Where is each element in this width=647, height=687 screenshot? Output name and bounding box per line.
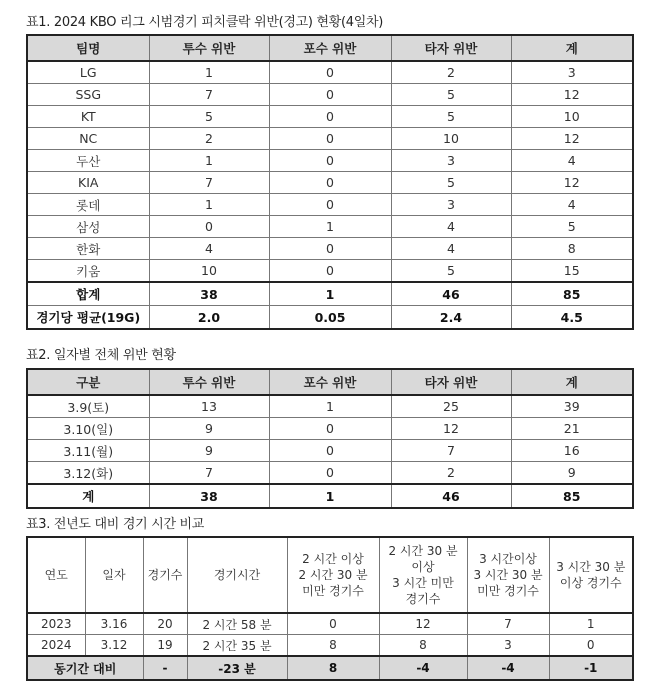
- table2-cell: 13: [149, 395, 269, 418]
- table2-cell: 0: [269, 418, 391, 440]
- table2-row: [27, 462, 633, 485]
- table1-cell: 5: [149, 106, 269, 128]
- table3-header-line: 3 시간이상: [479, 552, 537, 566]
- table2-header-row: [27, 369, 633, 395]
- table3-header-line: 2 시간 30 분: [298, 568, 368, 582]
- table2-header-cell: 타자 위반: [391, 369, 511, 395]
- table1-cell: 12: [511, 172, 633, 194]
- table1-cell: 4: [391, 238, 511, 260]
- table2-total-cell: 계: [27, 484, 149, 508]
- table1-cell: 4: [391, 216, 511, 238]
- table1-cell: 5: [511, 216, 633, 238]
- table1-row: [27, 106, 633, 128]
- table2-header-cell: 포수 위반: [269, 369, 391, 395]
- table3-header-line: 2 시간 이상: [302, 552, 364, 566]
- table3-cell: 3.12: [85, 635, 143, 657]
- table2-cell: 0: [269, 440, 391, 462]
- table3-cell: 1: [549, 613, 633, 635]
- table3-header-line: 경기수: [147, 568, 183, 582]
- table3-header-line: 연도: [44, 568, 68, 582]
- table1-cell: 8: [511, 238, 633, 260]
- table3-cell: 8: [287, 635, 379, 657]
- table3-cell: 12: [379, 613, 467, 635]
- table1-cell: 5: [391, 172, 511, 194]
- table1-cell: 0: [269, 84, 391, 106]
- table3-row: [27, 635, 633, 657]
- table2-cell: 12: [391, 418, 511, 440]
- table2-row: [27, 440, 633, 462]
- table3-header-line: 이상 경기수: [559, 576, 622, 590]
- table1-cell: 5: [391, 84, 511, 106]
- table3-header-cell: [549, 537, 633, 613]
- table3-total-cell: -23 분: [187, 656, 287, 680]
- table3-header-line: 3 시간 미만: [392, 576, 454, 590]
- table1-row: [27, 128, 633, 150]
- table2-cell: 1: [269, 395, 391, 418]
- table3-total-cell: -4: [467, 656, 549, 680]
- table3-header-line: 미만 경기수: [302, 584, 364, 598]
- table1-cell: 1: [149, 61, 269, 84]
- table2-cell: 0: [269, 462, 391, 485]
- table1-average-cell: 4.5: [511, 306, 633, 330]
- table3-header-line: 일자: [102, 568, 126, 582]
- table3-header-cell: [379, 537, 467, 613]
- table1-cell: KIA: [27, 172, 149, 194]
- table1-cell: 10: [511, 106, 633, 128]
- table1-cell: 키움: [27, 260, 149, 283]
- table1-cell: 롯데: [27, 194, 149, 216]
- table3-cell: 20: [143, 613, 187, 635]
- table3-body: [27, 613, 633, 680]
- table2-cell: 3.11(월): [27, 440, 149, 462]
- table1-row: [27, 84, 633, 106]
- table1-cell: 0: [269, 238, 391, 260]
- table2-row: [27, 418, 633, 440]
- table1-cell: 2: [149, 128, 269, 150]
- table1-header-cell: 포수 위반: [269, 35, 391, 61]
- table3-cell: 8: [379, 635, 467, 657]
- table2-total-cell: 1: [269, 484, 391, 508]
- table2-cell: 7: [391, 440, 511, 462]
- table1-cell: 3: [391, 150, 511, 172]
- table3-header-cell: [287, 537, 379, 613]
- table2-cell: 3.9(토): [27, 395, 149, 418]
- table1-cell: NC: [27, 128, 149, 150]
- table1-total-cell: 46: [391, 282, 511, 306]
- table2-total-cell: 46: [391, 484, 511, 508]
- table3-cell: 3: [467, 635, 549, 657]
- table1-cell: 3: [511, 61, 633, 84]
- table3-header-line: 이상: [411, 560, 435, 574]
- table2-cell: 25: [391, 395, 511, 418]
- table1-cell: 10: [391, 128, 511, 150]
- table3-total-cell: 8: [287, 656, 379, 680]
- table3-cell: 0: [549, 635, 633, 657]
- table2-header-cell: 계: [511, 369, 633, 395]
- table1-cell: 0: [269, 172, 391, 194]
- table2-cell: 21: [511, 418, 633, 440]
- table1-header-row: [27, 35, 633, 61]
- table1-cell: 0: [269, 128, 391, 150]
- table1-average-cell: 2.0: [149, 306, 269, 330]
- table2-cell: 16: [511, 440, 633, 462]
- table1-row: [27, 260, 633, 283]
- table2-total-row: [27, 484, 633, 508]
- table1-cell: 0: [269, 150, 391, 172]
- table1-header-cell: 투수 위반: [149, 35, 269, 61]
- table2-total-cell: 38: [149, 484, 269, 508]
- table1-cell: 15: [511, 260, 633, 283]
- table1-cell: 두산: [27, 150, 149, 172]
- table1-cell: 7: [149, 172, 269, 194]
- table3-caption: 표3. 전년도 대비 경기 시간 비교: [26, 517, 205, 532]
- table3-total-cell: -: [143, 656, 187, 680]
- table3-total-cell: -4: [379, 656, 467, 680]
- table3-cell: 3.16: [85, 613, 143, 635]
- table1-average-cell: 경기당 평균(19G): [27, 306, 149, 330]
- table2-row: [27, 395, 633, 418]
- table1-total-row: [27, 282, 633, 306]
- table1-average-cell: 0.05: [269, 306, 391, 330]
- table3: [26, 536, 634, 681]
- table2-cell: 3.12(화): [27, 462, 149, 485]
- table1-total-cell: 합계: [27, 282, 149, 306]
- table1-row: [27, 194, 633, 216]
- table2-cell: 39: [511, 395, 633, 418]
- table1-cell: 1: [269, 216, 391, 238]
- table1-header-cell: 팀명: [27, 35, 149, 61]
- table1-cell: 0: [269, 194, 391, 216]
- table2-cell: 3.10(일): [27, 418, 149, 440]
- table2-caption: 표2. 일자별 전체 위반 현황: [26, 348, 176, 363]
- table1-header-cell: 타자 위반: [391, 35, 511, 61]
- table1-cell: 4: [511, 194, 633, 216]
- table1-cell: 한화: [27, 238, 149, 260]
- table3-cell: 7: [467, 613, 549, 635]
- table2-body: [27, 395, 633, 508]
- table2-header-cell: 구분: [27, 369, 149, 395]
- table1-cell: 12: [511, 84, 633, 106]
- table1-body: [27, 61, 633, 329]
- table3-total-cell: 동기간 대비: [27, 656, 143, 680]
- table1-cell: 3: [391, 194, 511, 216]
- table3-header-cell: [27, 537, 85, 613]
- table1-total-cell: 38: [149, 282, 269, 306]
- table1-cell: 4: [149, 238, 269, 260]
- table2-cell: 7: [149, 462, 269, 485]
- table3-header-cell: [467, 537, 549, 613]
- table2-cell: 9: [149, 418, 269, 440]
- table1-row: [27, 238, 633, 260]
- table3-cell: 19: [143, 635, 187, 657]
- table3-header-line: 경기시간: [213, 568, 261, 582]
- table3-header-line: 3 시간 30 분: [473, 568, 543, 582]
- table1-cell: 7: [149, 84, 269, 106]
- table3-total-row: [27, 656, 633, 680]
- table1-cell: 5: [391, 106, 511, 128]
- table1-cell: 5: [391, 260, 511, 283]
- table1-row: [27, 216, 633, 238]
- table3-total-cell: -1: [549, 656, 633, 680]
- table3-cell: 2 시간 35 분: [187, 635, 287, 657]
- table3-cell: 2 시간 58 분: [187, 613, 287, 635]
- table3-cell: 2023: [27, 613, 85, 635]
- table3-header-line: 2 시간 30 분: [388, 544, 458, 558]
- table3-cell: 0: [287, 613, 379, 635]
- table1: [26, 34, 634, 330]
- table3-row: [27, 613, 633, 635]
- table1-cell: 1: [149, 194, 269, 216]
- table3-header-cell: [143, 537, 187, 613]
- table1-cell: LG: [27, 61, 149, 84]
- table1-cell: 10: [149, 260, 269, 283]
- table1-cell: SSG: [27, 84, 149, 106]
- table1-cell: 0: [269, 61, 391, 84]
- table1-cell: 0: [149, 216, 269, 238]
- table1-average-row: [27, 306, 633, 330]
- table3-header-row: [27, 537, 633, 613]
- table3-cell: 2024: [27, 635, 85, 657]
- table2: [26, 368, 634, 509]
- table3-header-line: 미만 경기수: [477, 584, 539, 598]
- table2-total-cell: 85: [511, 484, 633, 508]
- table1-row: [27, 150, 633, 172]
- table1-cell: 2: [391, 61, 511, 84]
- table1-total-cell: 85: [511, 282, 633, 306]
- table1-header-cell: 계: [511, 35, 633, 61]
- table2-cell: 9: [511, 462, 633, 485]
- table3-header-cell: [85, 537, 143, 613]
- table1-cell: 4: [511, 150, 633, 172]
- table2-cell: 9: [149, 440, 269, 462]
- table3-header-cell: [187, 537, 287, 613]
- table3-header-line: 3 시간 30 분: [556, 560, 626, 574]
- table1-cell: 1: [149, 150, 269, 172]
- table1-caption: 표1. 2024 KBO 리그 시범경기 피치클락 위반(경고) 현황(4일차): [26, 15, 384, 30]
- table2-cell: 2: [391, 462, 511, 485]
- table3-header-line: 경기수: [405, 592, 441, 606]
- table1-cell: 삼성: [27, 216, 149, 238]
- table1-cell: KT: [27, 106, 149, 128]
- table1-row: [27, 61, 633, 84]
- table1-total-cell: 1: [269, 282, 391, 306]
- table1-cell: 12: [511, 128, 633, 150]
- table2-header-cell: 투수 위반: [149, 369, 269, 395]
- table1-row: [27, 172, 633, 194]
- table1-average-cell: 2.4: [391, 306, 511, 330]
- table1-cell: 0: [269, 106, 391, 128]
- table1-cell: 0: [269, 260, 391, 283]
